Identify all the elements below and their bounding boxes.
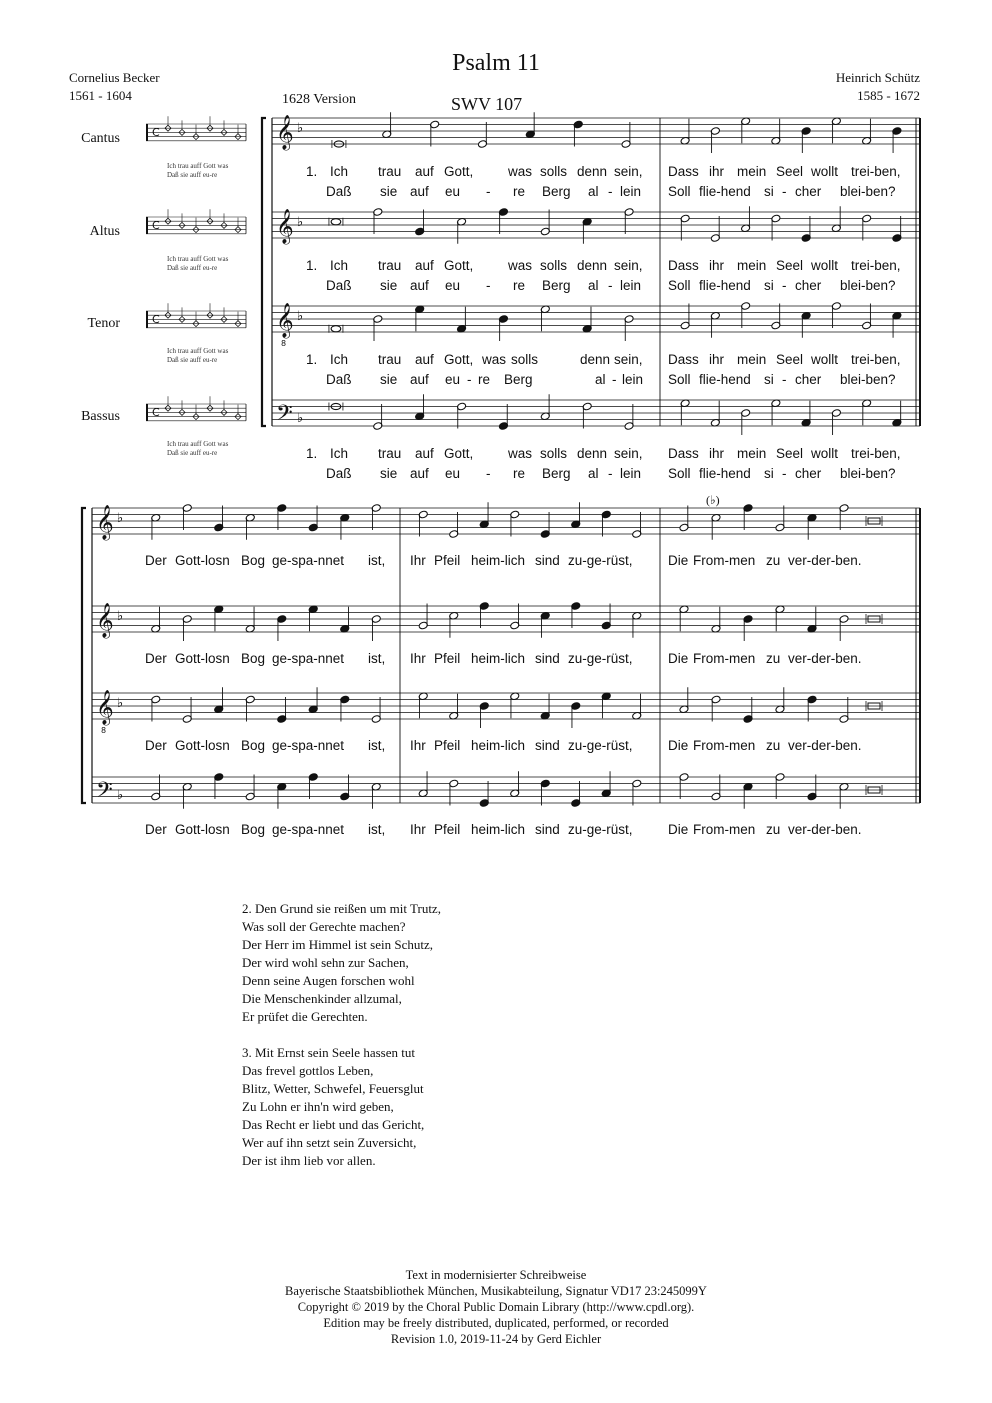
flat-icon: ♭ xyxy=(117,511,124,526)
lyric-syllable: - xyxy=(486,466,491,481)
incipit-lyric-line: Daß sie auff eu-re xyxy=(167,356,218,364)
lyric-syllable: ist, xyxy=(368,822,386,837)
lyric-syllable: Ich xyxy=(330,446,349,461)
lyric-syllable: denn xyxy=(577,164,608,179)
lyric-syllable: Die xyxy=(668,553,689,568)
verse-line: Was soll der Gerechte machen? xyxy=(242,919,406,934)
lyric-syllable: sie xyxy=(380,372,398,387)
lyric-syllable: Daß xyxy=(326,278,352,293)
lyric-syllable: lein xyxy=(622,372,644,387)
lyric-syllable: From-men xyxy=(693,738,756,753)
lyric-syllable: Berg xyxy=(542,184,571,199)
lyric-syllable: Soll xyxy=(668,184,691,199)
verse-line: Die Menschenkinder allzumal, xyxy=(242,991,402,1006)
lyric-syllable: heim-lich xyxy=(471,651,526,666)
verse-spacer xyxy=(242,1026,441,1044)
octave-mark: 8 xyxy=(281,339,287,348)
lyric-syllable: Gott, xyxy=(444,352,474,367)
lyric-syllable: lein xyxy=(620,278,642,293)
lyric-syllable: zu xyxy=(766,651,781,666)
lyric-syllable: trei-ben, xyxy=(851,352,901,367)
breve-note xyxy=(331,326,341,332)
verse-3 xyxy=(242,1044,441,1170)
verse-line: Denn seine Augen forschen wohl xyxy=(242,973,415,988)
lyric-syllable: Gott-losn xyxy=(175,553,230,568)
lyric-syllable: Der xyxy=(145,738,167,753)
lyric-syllable: 1. xyxy=(306,164,318,179)
lyric-syllable: cher xyxy=(795,466,822,481)
treble-clef-icon: 𝄞 xyxy=(276,303,294,338)
lyric-syllable: solls xyxy=(540,258,568,273)
mensuration-sign-icon: C xyxy=(152,126,160,139)
lyric-syllable: Ihr xyxy=(410,553,426,568)
footer-line: Bayerische Staatsbibliothek München, Musikabteilung, Signatur VD17 23:245099Y xyxy=(285,1284,707,1298)
lyric-syllable: ge-spa-nnet xyxy=(272,553,345,568)
verse-line: Zu Lohn er ihn'n wird geben, xyxy=(242,1099,394,1114)
lyric-syllable: cher xyxy=(795,278,822,293)
lyric-syllable: sein, xyxy=(614,258,643,273)
lyric-syllable: Bog xyxy=(241,738,266,753)
lyric-syllable: Der xyxy=(145,651,167,666)
lyric-syllable: Gott, xyxy=(444,258,474,273)
lyric-syllable: 1. xyxy=(306,258,318,273)
lyric-syllable: Bog xyxy=(241,651,266,666)
verse-line: 3. Mit Ernst sein Seele hassen tut xyxy=(242,1045,415,1060)
piece-title: Psalm 11 xyxy=(452,50,540,76)
lyric-syllable: auf xyxy=(410,372,429,387)
lyric-syllable: ist, xyxy=(368,738,386,753)
lyric-syllable: si xyxy=(764,184,774,199)
lyric-syllable: zu xyxy=(766,822,781,837)
lyric-syllable: Pfeil xyxy=(434,651,461,666)
lyric-syllable: ist, xyxy=(368,651,386,666)
bass-clef-icon: 𝄢 xyxy=(96,778,113,808)
lyric-syllable: Dass xyxy=(668,258,699,273)
lyric-syllable: Die xyxy=(668,822,689,837)
verse-line: Das frevel gottlos Leben, xyxy=(242,1063,374,1078)
system-bracket xyxy=(82,508,86,803)
lyric-syllable: From-men xyxy=(693,822,756,837)
lyric-syllable: solls xyxy=(511,352,539,367)
flat-icon: ♭ xyxy=(297,215,304,230)
lyric-syllable: mein xyxy=(737,446,767,461)
lyric-syllable: auf xyxy=(410,466,429,481)
treble-clef-icon: 𝄞 xyxy=(96,690,114,725)
lyric-syllable: wollt xyxy=(811,446,839,461)
lyric-syllable: - xyxy=(782,278,787,293)
lyric-syllable: zu-ge-rüst, xyxy=(568,651,633,666)
verse-line: Der wird wohl sehn zur Sachen, xyxy=(242,955,409,970)
lyric-syllable: ver-der-ben. xyxy=(788,738,862,753)
bass-clef-icon: 𝄢 xyxy=(276,401,293,431)
lyric-syllable: solls xyxy=(540,446,568,461)
lyric-syllable: Gott-losn xyxy=(175,822,230,837)
lyric-syllable: was xyxy=(482,352,507,367)
lyric-syllable: Soll xyxy=(668,466,691,481)
lyric-syllable: wollt xyxy=(811,352,839,367)
lyric-syllable: was xyxy=(508,258,533,273)
lyric-syllable: Pfeil xyxy=(434,822,461,837)
lyric-syllable: sind xyxy=(535,822,560,837)
lyric-syllable: Daß xyxy=(326,184,352,199)
lyric-syllable: Ihr xyxy=(410,822,426,837)
composer-name: Heinrich Schütz xyxy=(835,70,920,85)
lyric-syllable: denn xyxy=(577,258,608,273)
lyric-syllable: flie-hend xyxy=(699,466,751,481)
lyric-syllable: Soll xyxy=(668,278,691,293)
lyric-syllable: mein xyxy=(737,258,767,273)
lyric-syllable: eu xyxy=(445,372,461,387)
lyric-syllable: - xyxy=(612,372,617,387)
lyric-syllable: al xyxy=(595,372,606,387)
poet-credit xyxy=(69,69,160,105)
lyric-syllable: sein, xyxy=(614,164,643,179)
lyric-syllable: ge-spa-nnet xyxy=(272,651,345,666)
lyric-syllable: sie xyxy=(380,466,398,481)
lyric-syllable: ge-spa-nnet xyxy=(272,822,345,837)
incipit-lyric-line: Ich trau auff Gott was xyxy=(167,347,229,355)
lyric-syllable: auf xyxy=(415,352,434,367)
lyric-syllable: blei-ben? xyxy=(840,278,896,293)
incipit-lyric-line: Daß sie auff eu-re xyxy=(167,171,218,179)
lyric-syllable: Die xyxy=(668,651,689,666)
lyric-syllable: Ihr xyxy=(410,738,426,753)
verse-2 xyxy=(242,900,441,1026)
lyric-syllable: Daß xyxy=(326,372,352,387)
additional-verses xyxy=(242,900,441,1170)
lyric-syllable: Bog xyxy=(241,553,266,568)
lyric-syllable: was xyxy=(508,164,533,179)
lyric-syllable: Der xyxy=(145,822,167,837)
incipit-lyric-cantus xyxy=(167,162,228,180)
lyric-syllable: cher xyxy=(795,184,822,199)
lyric-syllable: si xyxy=(764,466,774,481)
lyric-syllable: al xyxy=(588,278,599,293)
lyric-syllable: re xyxy=(513,278,526,293)
lyric-syllable: Berg xyxy=(542,278,571,293)
lyric-syllable: eu xyxy=(445,184,461,199)
lyric-syllable: Gott-losn xyxy=(175,738,230,753)
lyric-syllable: Ich xyxy=(330,164,349,179)
lyric-syllable: ver-der-ben. xyxy=(788,822,862,837)
lyric-syllable: Pfeil xyxy=(434,738,461,753)
footer-notes xyxy=(0,1267,992,1347)
incipit-lyric-tenor xyxy=(167,347,228,365)
lyric-syllable: blei-ben? xyxy=(840,184,896,199)
lyric-syllable: heim-lich xyxy=(471,553,526,568)
lyric-syllable: - xyxy=(467,372,472,387)
lyric-syllable: ihr xyxy=(709,258,725,273)
lyric-syllable: blei-ben? xyxy=(840,466,896,481)
treble-clef-icon: 𝄞 xyxy=(276,209,294,244)
lyric-syllable: - xyxy=(486,278,491,293)
verse-line: Er prüfet die Gerechten. xyxy=(242,1009,368,1024)
lyric-syllable: ihr xyxy=(709,446,725,461)
poet-name: Cornelius Becker xyxy=(69,70,160,85)
lyric-syllable: Pfeil xyxy=(434,553,461,568)
lyric-syllable: auf xyxy=(410,278,429,293)
lyric-syllable: Berg xyxy=(504,372,533,387)
lyric-syllable: auf xyxy=(415,446,434,461)
lyric-syllable: Ich xyxy=(330,352,349,367)
flat-icon: ♭ xyxy=(117,788,124,803)
voice-label-altus: Altus xyxy=(89,224,120,239)
lyric-syllable: eu xyxy=(445,466,461,481)
system-bracket xyxy=(262,118,266,426)
version-label: 1628 Version xyxy=(282,92,357,107)
lyric-syllable: mein xyxy=(737,352,767,367)
lyric-syllable: zu-ge-rüst, xyxy=(568,738,633,753)
verse-line: Das Recht er liebt und das Gericht, xyxy=(242,1117,425,1132)
incipit-lyric-line: Ich trau auff Gott was xyxy=(167,255,229,263)
mensuration-sign-icon: C xyxy=(152,313,160,326)
lyric-syllable: Gott, xyxy=(444,446,474,461)
lyric-syllable: From-men xyxy=(693,553,756,568)
catalog-number: SWV 107 xyxy=(451,94,523,114)
lyric-syllable: From-men xyxy=(693,651,756,666)
verse-line: Wer auf ihn setzt sein Zuversicht, xyxy=(242,1135,417,1150)
incipit-lyric-line: Ich trau auff Gott was xyxy=(167,440,229,448)
lyric-syllable: ver-der-ben. xyxy=(788,553,862,568)
verse-line: Der Herr im Himmel ist sein Schutz, xyxy=(242,937,433,952)
lyric-syllable: trei-ben, xyxy=(851,258,901,273)
lyric-syllable: Berg xyxy=(542,466,571,481)
lyric-syllable: trau xyxy=(378,446,402,461)
lyric-syllable: lein xyxy=(620,466,642,481)
incipit-lyric-bassus xyxy=(167,440,228,458)
flat-icon: ♭ xyxy=(297,121,304,136)
lyric-syllable: Soll xyxy=(668,372,691,387)
flat-icon: ♭ xyxy=(117,696,124,711)
footer-line: Text in modernisierter Schreibweise xyxy=(405,1268,587,1282)
lyric-syllable: ver-der-ben. xyxy=(788,651,862,666)
lyric-syllable: lein xyxy=(620,184,642,199)
lyric-syllable: trau xyxy=(378,164,402,179)
flat-icon: ♭ xyxy=(117,609,124,624)
lyric-syllable: Die xyxy=(668,738,689,753)
lyric-syllable: heim-lich xyxy=(471,822,526,837)
footer-line: Copyright © 2019 by the Choral Public Domain Library (http://www.cpdl.org). xyxy=(297,1300,695,1314)
incipit-lyric-altus xyxy=(167,255,228,273)
lyric-syllable: trau xyxy=(378,352,402,367)
lyric-syllable: denn xyxy=(577,446,608,461)
flat-icon: ♭ xyxy=(297,309,304,324)
treble-clef-icon: 𝄞 xyxy=(276,115,294,150)
lyric-syllable: - xyxy=(782,184,787,199)
lyric-syllable: Dass xyxy=(668,352,699,367)
lyric-syllable: al xyxy=(588,184,599,199)
lyric-syllable: eu xyxy=(445,278,461,293)
lyric-syllable: si xyxy=(764,372,774,387)
lyric-syllable: - xyxy=(608,184,613,199)
lyric-syllable: Ihr xyxy=(410,651,426,666)
lyric-syllable: re xyxy=(478,372,491,387)
lyric-syllable: Dass xyxy=(668,164,699,179)
lyric-syllable: Gott-losn xyxy=(175,651,230,666)
lyric-syllable: ihr xyxy=(709,164,725,179)
flat-icon: ♭ xyxy=(297,411,304,426)
verse-line: 2. Den Grund sie reißen um mit Trutz, xyxy=(242,901,441,916)
lyric-syllable: sind xyxy=(535,738,560,753)
lyric-syllable: zu xyxy=(766,553,781,568)
lyric-syllable: re xyxy=(513,466,526,481)
lyric-syllable: Ich xyxy=(330,258,349,273)
lyric-syllable: Gott, xyxy=(444,164,474,179)
lyric-syllable: sind xyxy=(535,553,560,568)
lyric-syllable: flie-hend xyxy=(699,278,751,293)
footer-line: Revision 1.0, 2019-11-24 by Gerd Eichler xyxy=(390,1332,602,1346)
lyric-syllable: ist, xyxy=(368,553,386,568)
footer-line: Edition may be freely distributed, duplicated, performed, or recorded xyxy=(323,1316,669,1330)
lyric-syllable: zu-ge-rüst, xyxy=(568,822,633,837)
mensuration-sign-icon: C xyxy=(152,219,160,232)
lyric-syllable: zu xyxy=(766,738,781,753)
lyric-syllable: trei-ben, xyxy=(851,164,901,179)
lyric-syllable: al xyxy=(588,466,599,481)
incipit-lyric-line: Daß sie auff eu-re xyxy=(167,449,218,457)
incipit-lyric-line: Ich trau auff Gott was xyxy=(167,162,229,170)
lyric-syllable: wollt xyxy=(811,258,839,273)
lyric-syllable: Seel xyxy=(776,258,804,273)
verse-line: Der ist ihm lieb vor allen. xyxy=(242,1153,376,1168)
lyric-syllable: re xyxy=(513,184,526,199)
lyric-syllable: Seel xyxy=(776,352,804,367)
lyric-syllable: cher xyxy=(795,372,822,387)
lyric-syllable: Dass xyxy=(668,446,699,461)
lyric-syllable: - xyxy=(782,372,787,387)
lyric-syllable: Seel xyxy=(776,446,804,461)
lyric-syllable: - xyxy=(608,278,613,293)
octave-mark: 8 xyxy=(101,726,107,735)
verse-line: Blitz, Wetter, Schwefel, Feuersglut xyxy=(242,1081,424,1096)
lyric-syllable: heim-lich xyxy=(471,738,526,753)
lyric-syllable: denn xyxy=(580,352,611,367)
incipit-lyric-line: Daß sie auff eu-re xyxy=(167,264,218,272)
lyric-syllable: auf xyxy=(415,258,434,273)
breve-note xyxy=(331,219,341,225)
mensuration-sign-icon: C xyxy=(152,406,160,419)
lyric-syllable: trau xyxy=(378,258,402,273)
treble-clef-icon: 𝄞 xyxy=(96,505,114,540)
lyric-syllable: zu-ge-rüst, xyxy=(568,553,633,568)
lyric-syllable: 1. xyxy=(306,352,318,367)
lyric-syllable: sein, xyxy=(614,446,643,461)
lyric-syllable: mein xyxy=(737,164,767,179)
voice-label-cantus: Cantus xyxy=(81,131,120,146)
lyric-syllable: wollt xyxy=(811,164,839,179)
lyric-syllable: si xyxy=(764,278,774,293)
lyric-syllable: auf xyxy=(415,164,434,179)
lyric-syllable: flie-hend xyxy=(699,184,751,199)
lyric-syllable: trei-ben, xyxy=(851,446,901,461)
composer-credit xyxy=(836,69,920,105)
lyric-syllable: Seel xyxy=(776,164,804,179)
lyric-syllable: Daß xyxy=(326,466,352,481)
poet-dates: 1561 - 1604 xyxy=(69,88,132,103)
voice-label-tenor: Tenor xyxy=(87,316,120,331)
lyric-syllable: auf xyxy=(410,184,429,199)
lyric-syllable: sein, xyxy=(614,352,643,367)
lyric-syllable: sie xyxy=(380,278,398,293)
lyric-syllable: sind xyxy=(535,651,560,666)
lyric-syllable: ihr xyxy=(709,352,725,367)
lyric-syllable: sie xyxy=(380,184,398,199)
lyric-syllable: solls xyxy=(540,164,568,179)
lyric-syllable: - xyxy=(782,466,787,481)
lyric-syllable: Der xyxy=(145,553,167,568)
editorial-flat-mark: (♭) xyxy=(706,493,720,507)
composer-dates: 1585 - 1672 xyxy=(857,88,920,103)
lyric-syllable: Bog xyxy=(241,822,266,837)
lyric-syllable: blei-ben? xyxy=(840,372,896,387)
lyric-syllable: was xyxy=(508,446,533,461)
voice-label-bassus: Bassus xyxy=(81,409,120,424)
lyric-syllable: 1. xyxy=(306,446,318,461)
lyric-syllable: flie-hend xyxy=(699,372,751,387)
lyric-syllable: - xyxy=(608,466,613,481)
treble-clef-icon: 𝄞 xyxy=(96,603,114,638)
lyric-syllable: - xyxy=(486,184,491,199)
lyric-syllable: ge-spa-nnet xyxy=(272,738,345,753)
